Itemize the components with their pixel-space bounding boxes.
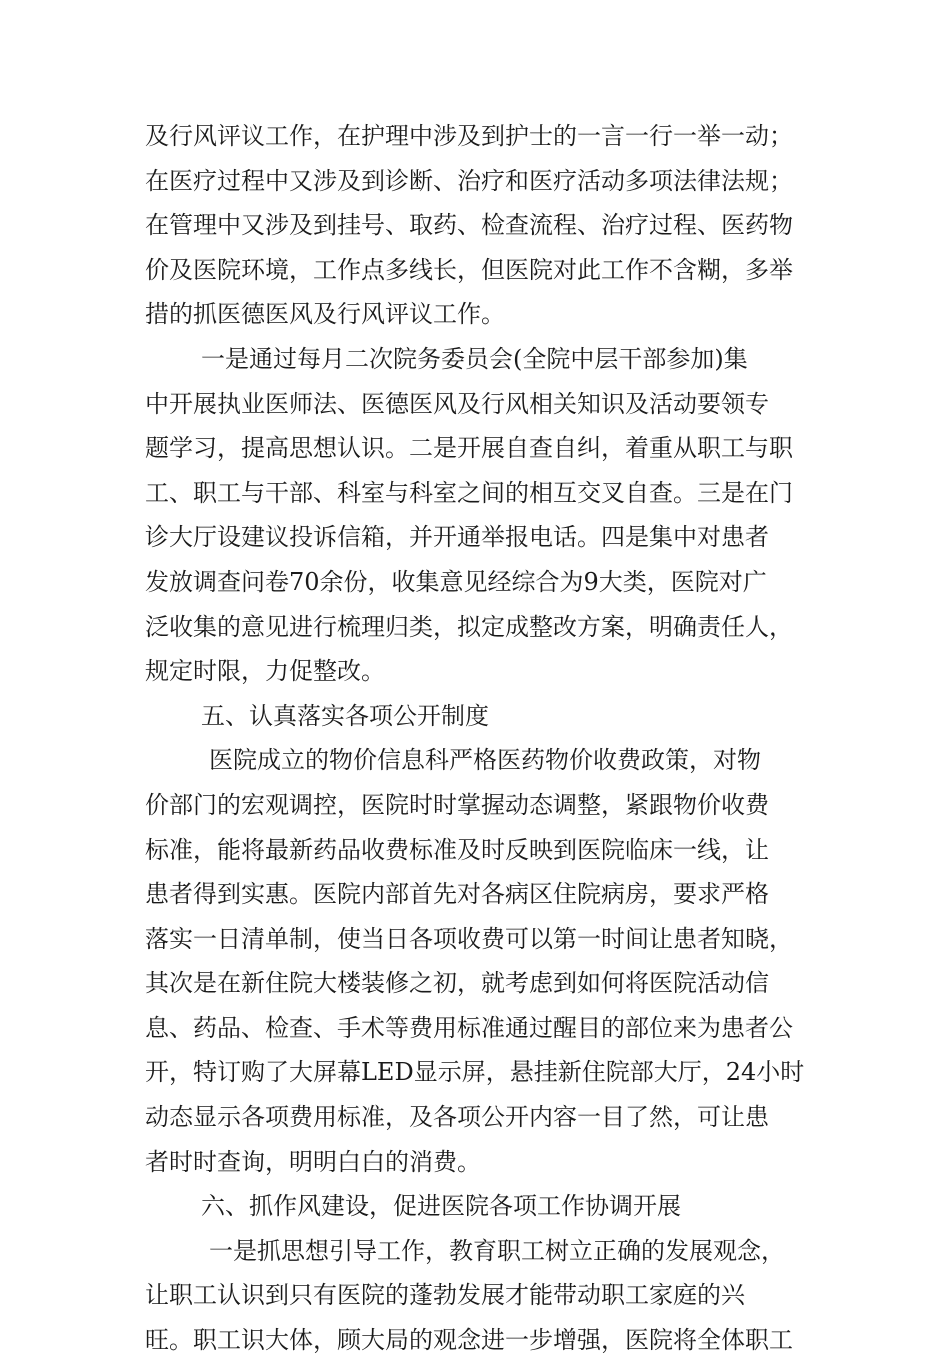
text-line: 者时时查询，明明白白的消费。 xyxy=(145,1147,481,1176)
text-line: 六、抓作风建设，促进医院各项工作协调开展 xyxy=(201,1192,681,1221)
text-line: 措的抓医德医风及行风评议工作。 xyxy=(145,300,505,329)
text-line: 价部门的宏观调控，医院时时掌握动态调整，紧跟物价收费 xyxy=(145,790,769,819)
text-line: 诊大厅设建议投诉信箱，并开通举报电话。四是集中对患者 xyxy=(145,523,769,552)
text-line: 中开展执业医师法、医德医风及行风相关知识及活动要领专 xyxy=(145,389,769,418)
text-line: 工、职工与干部、科室与科室之间的相互交叉自查。三是在门 xyxy=(145,478,793,507)
text-line: 价及医院环境，工作点多线长，但医院对此工作不含糊，多举 xyxy=(145,255,793,284)
text-line: 标准，能将最新药品收费标准及时反映到医院临床一线，让 xyxy=(145,835,769,864)
text-line: 及行风评议工作，在护理中涉及到护士的一言一行一举一动； xyxy=(145,122,793,150)
text-line: 其次是在新住院大楼装修之初，就考虑到如何将医院活动信 xyxy=(145,969,769,998)
text-line: 让职工认识到只有医院的蓬勃发展才能带动职工家庭的兴 xyxy=(145,1281,745,1310)
text-line: 题学习，提高思想认识。二是开展自查自纠，着重从职工与职 xyxy=(145,434,793,463)
document-body xyxy=(145,114,810,1363)
text-line: 开，特订购了大屏幕LED显示屏，悬挂新住院部大厅，24小时 xyxy=(145,1058,805,1087)
text-line: 旺。职工识大体，顾大局的观念进一步增强，医院将全体职工 xyxy=(145,1326,793,1355)
text-line: 规定时限，力促整改。 xyxy=(145,657,385,686)
text-line: 在管理中又涉及到挂号、取药、检查流程、治疗过程、医药物 xyxy=(145,211,793,240)
text-line: 一是抓思想引导工作，教育职工树立正确的发展观念， xyxy=(209,1236,785,1265)
text-line: 医院成立的物价信息科严格医药物价收费政策，对物 xyxy=(209,746,761,775)
text-line: 五、认真落实各项公开制度 xyxy=(201,701,489,730)
text-line: 动态显示各项费用标准，及各项公开内容一目了然，可让患 xyxy=(145,1103,769,1132)
text-line: 一是通过每月二次院务委员会(全院中层干部参加)集 xyxy=(201,344,748,373)
text-line: 患者得到实惠。医院内部首先对各病区住院病房，要求严格 xyxy=(145,880,769,909)
text-line: 发放调查问卷70余份，收集意见经综合为9大类，医院对广 xyxy=(145,567,767,596)
text-line: 落实一日清单制，使当日各项收费可以第一时间让患者知晓， xyxy=(145,924,793,953)
text-line: 息、药品、检查、手术等费用标准通过醒目的部位来为患者公 xyxy=(145,1013,793,1042)
text-line: 泛收集的意见进行梳理归类，拟定成整改方案，明确责任人， xyxy=(145,612,793,641)
text-line: 在医疗过程中又涉及到诊断、治疗和医疗活动多项法律法规； xyxy=(145,166,793,195)
